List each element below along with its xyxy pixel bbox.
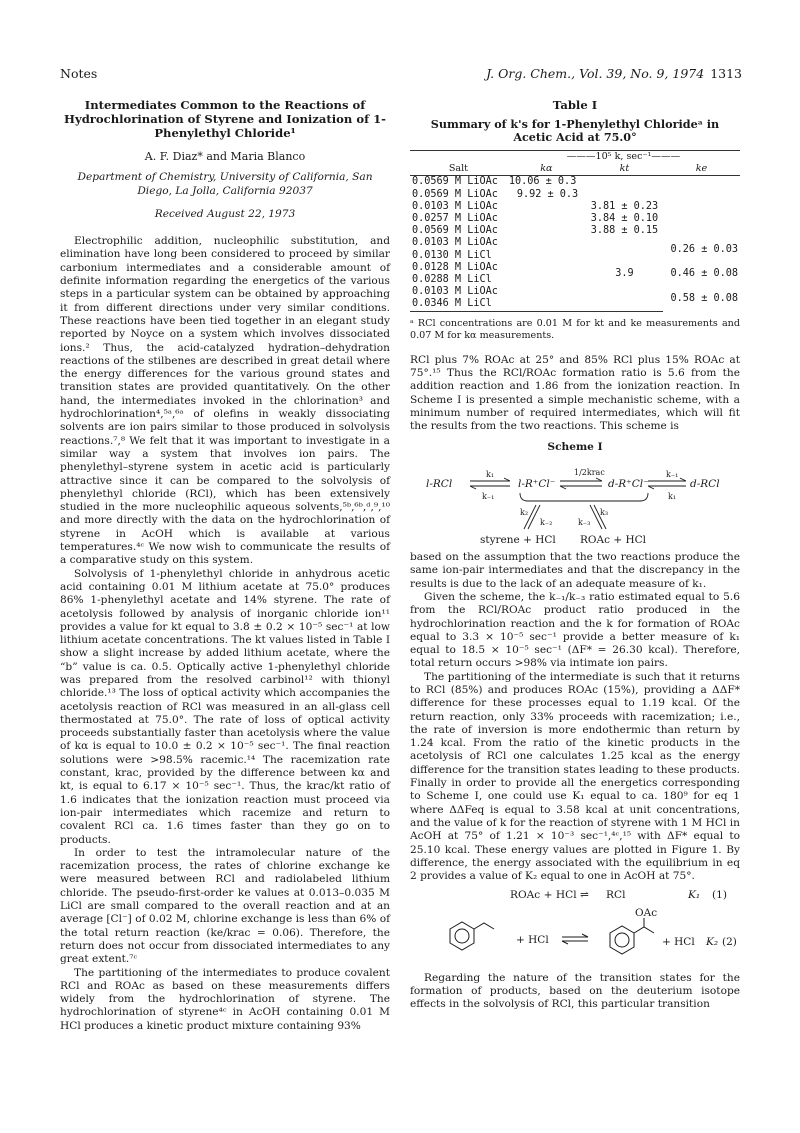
- table-cell: 0.0103 M LiOAc: [412, 286, 498, 298]
- eq2-hcl-left: + HCl: [516, 934, 549, 947]
- table-cell: 0.0130 M LiCl: [412, 249, 492, 261]
- table-cell: [663, 225, 740, 237]
- left-column: [60, 98, 390, 1033]
- table-cell: [507, 201, 586, 213]
- ethyl-branch: [634, 927, 654, 933]
- table-group-header: ———10⁵ k, sec⁻¹———: [566, 151, 681, 162]
- table-cell: [507, 213, 586, 225]
- table-cell: 3.9: [615, 267, 634, 279]
- table-col-ka: kα: [540, 163, 553, 175]
- table-cell: [663, 213, 740, 225]
- scheme-l-rcl: l-RCl: [426, 477, 453, 490]
- paragraph: In order to test the intramolecular nature of the racemization process, the rates of chlorine exchange ke were measured between RCl and radiolabeled lithium chloride. The pseudo-first-order ke values at 0.013–0.035 M LiCl are small compared to the overall reaction and at an average [Cl⁻] of 0.02 M, chlorine exchange is less than 6% of the total return reaction (ke/krac = 0.06). Therefore, the return does not occur from dissociated intermediates to any great extent.⁷ᶜ: [60, 846, 390, 966]
- running-header-right: [486, 66, 742, 81]
- table-footnote: ᵃ RCl concentrations are 0.01 M for kt and ke measurements and 0.07 M for kα measurements.: [410, 317, 740, 341]
- right-column: [410, 98, 740, 1012]
- table-col-kt: kt: [619, 163, 630, 175]
- data-table: [410, 150, 740, 312]
- paragraph: Solvolysis of 1-phenylethyl chloride in anhydrous acetic acid containing 0.01 M lithium acetate at 75.0° produces 86% 1-phenylethyl acetate and 14% styrene. The rate of acetolysis followed by analysis of inorganic chloride ion¹¹ provides a value for kt equal to 3.8 ± 0.2 × 10⁻⁵ sec⁻¹ at low lithium acetate concentrations. The kt values listed in Table I show a slight increase by added lithium acetate, where the “b” value is ca. 0.5. Optically active 1-phenylethyl chloride was prepared from the resolved carbinol¹² with thionyl chloride.¹³ The loss of optical activity which accompanies the acetolysis reaction of RCl was measured in an all-glass cell thermostated at 75.0°. The rate of loss of optical activity proceeds substantially faster than acetolysis where the value of kα is equal to 10.0 ± 0.2 × 10⁻⁵ sec⁻¹. The final reaction solutions were >98.5% racemic.¹⁴ The racemization rate constant, krac, provided by the difference between kα and kt, is equal to 6.17 × 10⁻⁵ sec⁻¹. Thus, the krac/kt ratio of 1.6 indicates that the ionization reaction must proceed via ion-pair intermediates which racemize and return to covalent RCl ca. 1.6 times faster than they go on to products.: [60, 567, 390, 846]
- table-cell: 3.84 ± 0.10: [590, 213, 659, 225]
- table-cell: 0.0346 M LiCl: [410, 298, 507, 311]
- authors: A. F. Diaz* and Maria Blanco: [144, 150, 306, 163]
- table-col-ke: ke: [695, 163, 708, 175]
- table-cell: [586, 189, 663, 201]
- table-cell: 3.81 ± 0.23: [590, 200, 659, 212]
- table-cell: 0.0128 M LiOAc: [412, 261, 498, 273]
- table-cell: 0.0569 M LiOAc: [412, 188, 498, 200]
- table-cell: 0.46 ± 0.08: [670, 267, 738, 279]
- eq1-arrow: ⇌: [580, 889, 589, 902]
- scheme-d-rcl: d-RCl: [690, 477, 720, 490]
- scheme-k1-right: k₁: [668, 491, 677, 501]
- table-cell: 10.06 ± 0.3: [508, 176, 577, 188]
- table-cell: 0.58 ± 0.08: [670, 292, 738, 304]
- table-col-salt: Salt: [448, 163, 469, 175]
- table-cell: 0.0569 M LiOAc: [412, 225, 498, 237]
- scheme-l-ionpair: l-R⁺Cl⁻: [518, 477, 556, 490]
- table-cell: [663, 176, 740, 189]
- running-header-left: Notes: [60, 66, 98, 81]
- scheme-km1: k₋₁: [482, 491, 495, 501]
- table-cell: 0.26 ± 0.03: [670, 243, 738, 255]
- eq1-left: ROAc + HCl: [510, 889, 577, 902]
- eq2-oac: OAc: [635, 907, 658, 920]
- paragraph: Given the scheme, the k₋₁/k₋₃ ratio estimated equal to 5.6 from the RCl/ROAc product ratio produced in the hydrochlorination reaction and the k for formation of ROAc equal to 3.3 × 10⁻⁵ sec⁻¹ provide a better measure of k₁ equal to 18.5 × 10⁻⁵ sec⁻¹ (ΔF* = 26.30 kcal). Therefore, total return occurs >98% via intimate ion pairs.: [410, 590, 740, 670]
- table-cell: 3.88 ± 0.15: [590, 225, 659, 237]
- eq1-constant: K₁: [688, 889, 701, 902]
- table-title: Summary of k's for 1-Phenylethyl Chlorideᵃ in Acetic Acid at 75.0°: [430, 117, 720, 144]
- received-date: Received August 22, 1973: [154, 207, 296, 220]
- paragraph: The partitioning of the intermediates to produce covalent RCl and ROAc as based on these measurements differs widely from the hydrochlorination of styrene. The hydrochlorination of styrene⁴ᶜ in AcOH containing 0.01 M HCl produces a kinetic product mixture containing 93%: [60, 966, 390, 1032]
- scheme-k1: k₁: [486, 469, 495, 479]
- paragraph: based on the assumption that the two reactions produce the same ion-pair intermediates and that the discrepancy in the results is due to the lack of an adequate measure of k₁.: [410, 551, 740, 590]
- styrene-benzene-ring: [450, 922, 474, 950]
- scheme-d-ionpair: d-R⁺Cl⁻: [608, 477, 649, 490]
- eq2-constant: K₂: [706, 936, 719, 949]
- equation-1: [410, 889, 740, 907]
- scheme-krac: 1/2krac: [574, 467, 605, 477]
- table-cell: [663, 189, 740, 201]
- eq2-hcl-right: + HCl: [662, 936, 695, 949]
- eq1-number: (1): [712, 889, 728, 902]
- scheme-product-styrene: styrene + HCl: [480, 533, 556, 546]
- paragraph: Regarding the nature of the transition states for the formation of products, based on the deuterium isotope effects in the solvolysis of RCl, this particular transition: [410, 971, 740, 1011]
- table-cell: [586, 176, 663, 189]
- eq1-right: RCl: [606, 889, 626, 902]
- paragraph: RCl plus 7% ROAc at 25° and 85% RCl plus 15% ROAc at 75°.¹⁵ Thus the RCl/ROAc formation ratio is 5.6 from the addition reaction and 1.86 from the ionization reaction. In Scheme I is presented a simple mechanistic scheme, with a minimum number of required intermediates, which will fit the results from the two reactions. This scheme is: [410, 353, 740, 433]
- paragraph: The partitioning of the intermediate is such that it returns to RCl (85%) and produces ROAc (15%), providing a ΔΔF* difference for these processes equal to 1.19 kcal. Of the return reaction, only 33% proceeds with racemization; i.e., the rate of inversion is more endothermic than return by 1.24 kcal. From the ratio of the kinetic products in the acetolysis of RCl one calculates 1.25 kcal as the energy difference for the transition states leading to these products. Finally in order to provide all the energetics corresponding to Scheme I, one could use K₁ equal to ca. 180⁹ for eq 1 where ΔΔFeq is equal to 3.58 kcal at unit concentrations, and the value of k for the reaction of styrene with 1 M HCl in AcOH at 75° of 1.21 × 10⁻³ sec⁻¹,⁴ᶜ,¹⁵ with ΔF* equal to 25.10 kcal. These energy values are plotted in Figure 1. By difference, the energy associated with the equilibrium in eq 2 provides a value of K₂ equal to one in AcOH at 75°.: [410, 670, 740, 883]
- paragraph: Electrophilic addition, nucleophilic substitution, and elimination have long been considered to proceed by similar carbonium intermediates and a considerable amount of definite information regarding the energetics of the various steps in a particular system can be obtained by approaching it from different directions under very similar conditions. These reactions have been tied together in an elegant study reported by Noyce on a system which involves dissociated ions.² Thus, the acid-catalyzed hydration–dehydration reactions of the stilbenes are described in great detail where the energy differences for the various ground states and transition states are provided quantitatively. On the other hand, the intermediates invoked in the chlorination³ and hydrochlorination⁴,⁵ᵃ,⁶ᵃ of olefins in weakly dissociating solvents are ion pairs similar to those produced in solvolysis reactions.⁷,⁸ We felt that it was important to investigate in a similar way a system that involves ion pairs. The phenylethyl–styrene system in acetic acid is particularly attractive since it can be compared to the solvolysis of phenylethyl chloride (RCl), which has been extensively studied in the more nucleophilic aqueous solvents,⁵ᵇ,⁶ᵇ,ᵈ,⁹,¹⁰ and more directly with the data on the hydrochlorination of styrene in AcOH which is available at various temperatures.⁴ᶜ We now wish to communicate the results of a comparative study on this system.: [60, 235, 390, 567]
- table-cell: 0.0103 M LiOAc: [412, 200, 498, 212]
- table-cell: [663, 201, 740, 213]
- scheme-product-roac: ROAc + HCl: [580, 533, 646, 546]
- acetate-benzene-ring: [610, 926, 634, 954]
- table-cell: [507, 225, 586, 237]
- table-cell: 0.0103 M LiOAc: [412, 237, 498, 249]
- scheme-km1-right: k₋₁: [666, 469, 679, 479]
- page-number: 1313: [710, 66, 742, 81]
- affiliation: Department of Chemistry, University of California, San Diego, La Jolla, California 92037: [77, 171, 373, 197]
- table-label: Table I: [552, 98, 598, 112]
- article-title: Intermediates Common to the Reactions of Hydrochlorination of Styrene and Ionization of 1-Phenylethyl Chloride¹: [64, 98, 386, 140]
- scheme-km2: k₋₂: [540, 517, 553, 527]
- vinyl-group: [474, 923, 494, 929]
- equation-2: [410, 907, 740, 967]
- scheme-diagram: [410, 459, 740, 547]
- table-cell: 9.92 ± 0.3: [516, 188, 579, 200]
- scheme-k2: k₂: [520, 507, 529, 517]
- table-cell: 0.0257 M LiOAc: [412, 213, 498, 225]
- eq2-number: (2): [722, 936, 737, 949]
- scheme-km3: k₋₃: [578, 517, 591, 527]
- scheme-k3: k₃: [600, 507, 609, 517]
- table-cell: 0.0569 M LiOAc: [412, 176, 498, 188]
- journal-citation: J. Org. Chem., Vol. 39, No. 9, 1974: [486, 66, 705, 81]
- scheme-label: Scheme I: [547, 441, 603, 454]
- table-cell: 0.0288 M LiCl: [412, 274, 492, 286]
